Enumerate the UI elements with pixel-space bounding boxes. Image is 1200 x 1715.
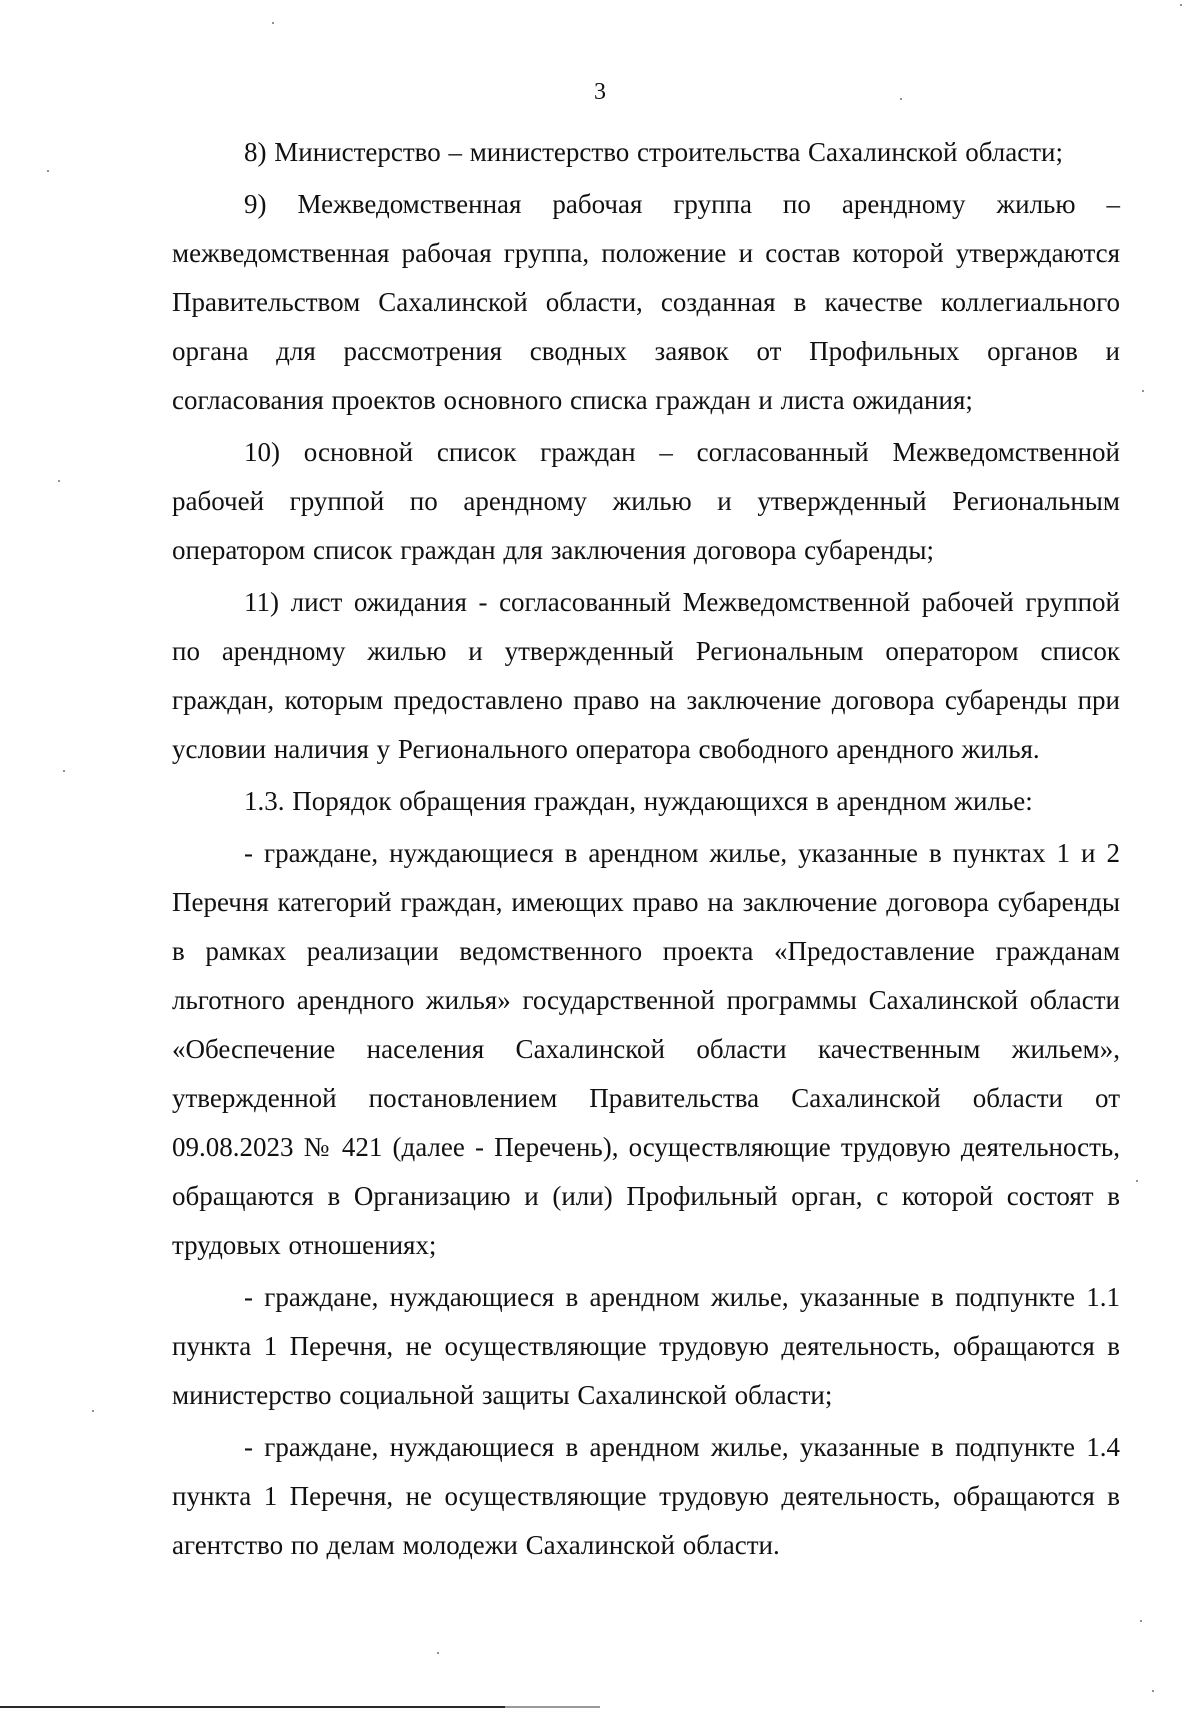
procedure-item-3: - граждане, нуждающиеся в арендном жилье, указанные в подпункте 1.4 пункта 1 Перечня, не осуществляющие трудовую деятельность, обращаются в агентство по делам молодежи Сахалинской области. (172, 1432, 1120, 1560)
scan-speck (92, 1410, 94, 1412)
scan-edge-line (0, 1706, 505, 1708)
document-body (172, 128, 1120, 1573)
scan-speck (1180, 4, 1182, 6)
scan-speck (58, 480, 60, 482)
definition-item-9: 9) Межведомственная рабочая группа по арендному жилью – межведомственная рабочая группа, положение и состав которой утверждаются Правительством Сахалинской области, созданная в качестве коллегиального органа для рассмотрения сводных заявок от Профильных органов и согласования проектов основного списка граждан и листа ожидания; (172, 189, 1120, 415)
definition-item-11: 11) лист ожидания - согласованный Межведомственной рабочей группой по арендному жилью и утвержденный Региональным оператором список граждан, которым предоставлено право на заключение договора субаренды при условии наличия у Регионального оператора свободного арендного жилья. (172, 587, 1120, 764)
scan-speck (900, 98, 902, 100)
procedure-item-1: - граждане, нуждающиеся в арендном жилье, указанные в пунктах 1 и 2 Перечня категорий граждан, имеющих право на заключение договора субаренды в рамках реализации ведомственного проекта «Предоставление гражданам льготного арендного жилья» государственной программы Сахалинской области «Обеспечение населения Сахалинской области качественным жильем», утвержденной постановлением Правительства Сахалинской области от 09.08.2023 № 421 (далее - Перечень), осуществляющие трудовую деятельность, обращаются в Организацию и (или) Профильный орган, с которой состоят в трудовых отношениях; (172, 838, 1120, 1260)
definition-item-10: 10) основной список граждан – согласованный Межведомственной рабочей группой по арендному жилью и утвержденный Региональным оператором список граждан для заключения договора субаренды; (172, 437, 1120, 565)
procedure-item-2: - граждане, нуждающиеся в арендном жилье, указанные в подпункте 1.1 пункта 1 Перечня, не осуществляющие трудовую деятельность, обращаются в министерство социальной защиты Сахалинской области; (172, 1282, 1120, 1410)
section-heading-1-3: 1.3. Порядок обращения граждан, нуждающихся в арендном жилье: (244, 786, 1033, 816)
scan-edge-line-faint (505, 1706, 600, 1708)
scan-speck (1152, 1690, 1154, 1692)
page-number: 3 (594, 79, 606, 105)
scan-speck (1142, 390, 1144, 392)
definition-item-8: 8) Министерство – министерство строительства Сахалинской области; (244, 137, 1063, 167)
scan-speck (272, 22, 274, 24)
scan-speck (1140, 1620, 1142, 1622)
scan-speck (1136, 1180, 1138, 1182)
scan-speck (437, 1652, 439, 1654)
scan-speck (47, 170, 49, 172)
scan-speck (63, 770, 65, 772)
